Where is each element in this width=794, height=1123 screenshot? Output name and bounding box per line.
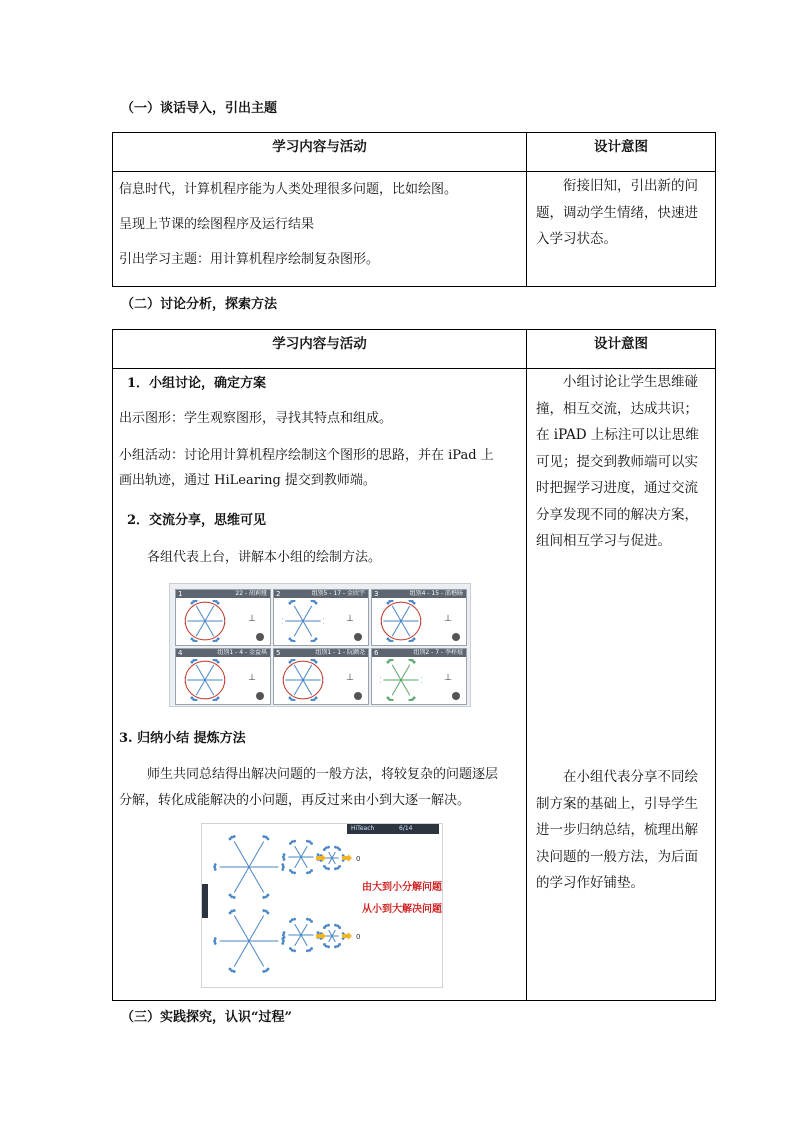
step3-line-1: 师生共同总结得出解决问题的一般方法，将较复杂的问题逐层 <box>147 767 499 782</box>
thumbnail-number: 3 <box>374 590 379 598</box>
thumbnail-mark: ⊥ <box>346 673 354 683</box>
section-heading-2: （二）讨论分析，探索方法 <box>121 297 278 312</box>
step3-title: 3. 归纳小结 提炼方法 <box>119 731 246 746</box>
thumbnail-mark: ⊥ <box>346 614 354 624</box>
step3-line-2: 分解，转化成能解决的小问题，再反过来由小到大逐一解决。 <box>119 793 471 808</box>
table1-line-3: 引出学习主题：用计算机程序绘制复杂图形。 <box>119 252 380 267</box>
table1-line-1: 信息时代，计算机程序能为人类处理很多问题，比如绘图。 <box>119 182 458 197</box>
table1-intent-line: 衔接旧知，引出新的问 <box>536 178 698 194</box>
thumbnail-status-dot <box>452 633 460 641</box>
slide-snowflake <box>282 918 320 953</box>
thumbnail-drawing <box>184 659 226 705</box>
snowflake-figure <box>184 659 226 701</box>
slide-snowflake <box>282 840 320 875</box>
thumbnail-status-dot <box>256 633 264 641</box>
table2-content-cell <box>113 369 527 1001</box>
table2-intent2-line: 在小组代表分享不同绘 <box>536 769 698 785</box>
thumbnail-mark: ⊥ <box>248 614 256 624</box>
thumbnail-number: 2 <box>276 590 281 598</box>
slide-snowflake <box>213 909 285 973</box>
submission-thumbnail[interactable] <box>273 648 369 705</box>
submission-thumbnail[interactable] <box>175 648 271 705</box>
table1-intent-line: 题，调动学生情绪，快速进 <box>536 204 698 221</box>
table1-line-2: 呈现上节课的绘图程序及运行结果 <box>119 217 315 232</box>
slide-zero-label: 0 <box>356 855 361 863</box>
table1-header-intent: 设计意图 <box>527 133 716 172</box>
group-submissions-screenshot <box>169 583 471 707</box>
slide-page-indicator: 6/14 <box>399 825 413 832</box>
thumbnail-drawing <box>380 659 422 705</box>
slide-toolbar-app: HiTeach <box>351 825 375 832</box>
table2-intent1-line: 撞，相互交流，达成共识； <box>536 400 698 417</box>
table2-intent2-line: 决问题的一般方法，为后面 <box>536 848 698 865</box>
submission-thumbnail[interactable] <box>371 589 467 646</box>
table2-intent2-line: 进一步归纳总结，梳理出解 <box>536 822 698 838</box>
submission-thumbnail[interactable] <box>371 648 467 705</box>
thumbnail-mark: ⊥ <box>444 614 452 624</box>
slide-red-text-2: 从小到大解决问题 <box>362 904 442 915</box>
slide-zero-label: 0 <box>356 933 361 941</box>
thumbnail-mark: ⊥ <box>444 673 452 683</box>
snowflake-figure <box>184 600 226 642</box>
activity-table-2 <box>112 329 716 1001</box>
thumbnail-status-dot <box>354 692 362 700</box>
step2-line-1: 各组代表上台，讲解本小组的绘制方法。 <box>147 550 382 565</box>
thumbnail-status-dot <box>354 633 362 641</box>
table1-content-cell <box>113 172 527 287</box>
slide-snowflake <box>213 835 285 899</box>
thumbnail-number: 4 <box>178 649 183 657</box>
table2-header-content: 学习内容与活动 <box>113 330 527 369</box>
table1-intent-line: 入学习状态。 <box>536 231 617 247</box>
table2-intent1-line: 在 iPAD 上标注可以让思维 <box>536 427 699 443</box>
thumbnail-status-dot <box>452 692 460 700</box>
thumbnail-drawing <box>380 600 422 646</box>
thumbnail-drawing <box>282 600 324 646</box>
activity-table-1 <box>112 132 716 287</box>
table2-intent1-line: 组间相互学习与促进。 <box>536 533 671 549</box>
table2-intent2-line: 的学习作好铺垫。 <box>536 875 644 891</box>
table1-header-content: 学习内容与活动 <box>113 133 527 172</box>
thumbnail-caption: 组别5 - 17 - 金欣宇 <box>311 590 365 597</box>
section-heading-3: （三）实践探究，认识“过程” <box>121 1010 292 1025</box>
thumbnail-caption: 组别1 - 4 - 金益琪 <box>217 649 267 656</box>
table2-intent-cell <box>527 369 716 1001</box>
table2-intent1-line: 小组讨论让学生思维碰 <box>536 374 698 390</box>
table2-intent2-line: 制方案的基础上，引导学生 <box>536 795 698 812</box>
snowflake-figure <box>380 600 422 642</box>
step1-line-2: 小组活动：讨论用计算机程序绘制这个图形的思路，并在 iPad 上 <box>119 448 494 463</box>
step1-line-1: 出示图形：学生观察图形，寻找其特点和组成。 <box>119 411 393 426</box>
table2-intent1-line: 分享发现不同的解决方案， <box>536 506 698 523</box>
slide-drawing <box>202 824 442 987</box>
thumbnail-drawing <box>184 600 226 646</box>
thumbnail-caption: 组别1 - 1 - 阮颢尧 <box>315 649 365 656</box>
table2-intent1-line: 时把握学习进度，通过交流 <box>536 480 698 496</box>
slide-red-text-1: 由大到小分解问题 <box>362 882 442 893</box>
step1-line-3: 画出轨迹，通过 HiLearing 提交到教师端。 <box>119 473 376 488</box>
table2-intent1-line: 可见；提交到教师端可以实 <box>536 453 698 470</box>
table2-header-intent: 设计意图 <box>527 330 716 369</box>
snowflake-figure <box>282 600 324 642</box>
thumbnail-mark: ⊥ <box>248 673 256 683</box>
thumbnail-caption: 组别4 - 15 - 邵楷旸 <box>409 590 463 597</box>
thumbnail-number: 6 <box>374 649 379 657</box>
submission-thumbnail[interactable] <box>175 589 271 646</box>
section-heading-1: （一）谈话导入，引出主题 <box>121 101 278 116</box>
summary-slide-screenshot <box>201 823 443 988</box>
thumbnail-drawing <box>282 659 324 705</box>
thumbnail-number: 5 <box>276 649 281 657</box>
thumbnail-number: 1 <box>178 590 183 598</box>
thumbnail-status-dot <box>256 692 264 700</box>
snowflake-figure <box>380 659 422 701</box>
table1-intent-cell <box>527 172 716 287</box>
submission-thumbnail[interactable] <box>273 589 369 646</box>
thumbnail-caption: 组别2 - 7 - 李梓煊 <box>413 649 463 656</box>
step1-title: 1．小组讨论，确定方案 <box>127 376 267 391</box>
snowflake-figure <box>282 659 324 701</box>
thumbnail-caption: 22 - 胡莉娅 <box>235 590 267 597</box>
step2-title: 2．交流分享，思维可见 <box>127 513 267 528</box>
